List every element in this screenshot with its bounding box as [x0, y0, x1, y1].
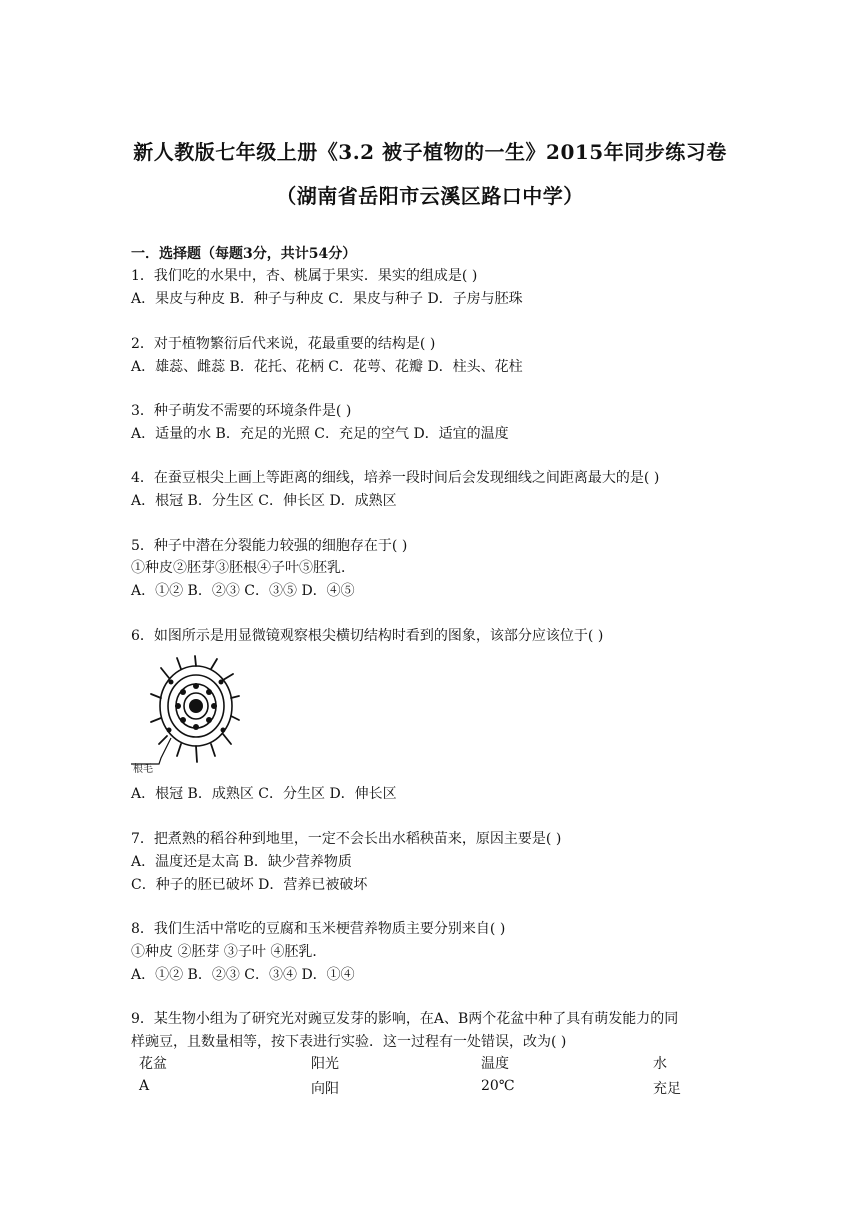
question-8-stem: 8．我们生活中常吃的豆腐和玉米梗营养物质主要分别来自( ): [131, 921, 506, 937]
question-4-options: A．根冠 B．分生区 C．伸长区 D．成熟区: [131, 493, 397, 509]
document-title: 新人教版七年级上册《3.2 被子植物的一生》2015年同步练习卷: [133, 140, 727, 164]
question-5-stem: 5．种子中潜在分裂能力较强的细胞存在于( ): [131, 538, 408, 554]
table-row: [131, 1078, 731, 1103]
question-9-stem-line2: 样豌豆，且数量相等，按下表进行实验．这一过程有一处错误，改为( ): [131, 1034, 567, 1050]
table-header-row: [131, 1053, 731, 1078]
table-header-cell: 阳光: [311, 1056, 339, 1072]
question-8-list: ①种皮 ②胚芽 ③子叶 ④胚乳．: [131, 944, 327, 960]
question-2-stem: 2．对于植物繁衍后代来说，花最重要的结构是( ): [131, 336, 436, 352]
question-1-options: A．果皮与种皮 B．种子与种皮 C．果皮与种子 D．子房与胚珠: [131, 291, 523, 307]
document-subtitle: （湖南省岳阳市云溪区路口中学）: [276, 184, 584, 208]
table-header-cell: 花盆: [139, 1056, 167, 1072]
question-9-stem-line1: 9．某生物小组为了研究光对豌豆发芽的影响，在A、B两个花盆中种了具有萌发能力的同: [131, 1011, 679, 1027]
question-7-options-cd: C．种子的胚已破坏 D．营养已被破坏: [131, 877, 368, 893]
question-3-stem: 3．种子萌发不需要的环境条件是( ): [131, 403, 352, 419]
table-header-cell: 温度: [481, 1056, 509, 1072]
section-heading: 一．选择题（每题3分，共计54分）: [131, 246, 357, 262]
question-4-stem: 4．在蚕豆根尖上画上等距离的细线，培养一段时间后会发现细线之间距离最大的是( ): [131, 470, 660, 486]
question-1-stem: 1．我们吃的水果中，杏、桃属于果实．果实的组成是( ): [131, 268, 478, 284]
table-cell: 向阳: [311, 1081, 339, 1097]
root-hair-label: 根毛: [133, 764, 153, 774]
table-header-cell: 水: [653, 1056, 667, 1072]
question-5-options: A．①② B．②③ C．③⑤ D．④⑤: [131, 583, 355, 599]
root-cross-section-figure: [131, 652, 241, 774]
question-2-options: A．雄蕊、雌蕊 B．花托、花柄 C．花萼、花瓣 D．柱头、花柱: [131, 359, 523, 375]
question-7-stem: 7．把煮熟的稻谷种到地里，一定不会长出水稻秧苗来，原因主要是( ): [131, 831, 562, 847]
question-8-options: A．①② B．②③ C．③④ D．①④: [131, 967, 355, 983]
question-3-options: A．适量的水 B．充足的光照 C．充足的空气 D．适宜的温度: [131, 426, 509, 442]
question-6-stem: 6．如图所示是用显微镜观察根尖横切结构时看到的图象，该部分应该位于( ): [131, 628, 604, 644]
experiment-table: [131, 1053, 731, 1103]
question-6-options: A．根冠 B．成熟区 C．分生区 D．伸长区: [131, 786, 397, 802]
table-cell: A: [139, 1078, 150, 1094]
table-cell: 20℃: [481, 1078, 515, 1094]
question-7-options-ab: A．温度还是太高 B．缺少营养物质: [131, 854, 352, 870]
table-cell: 充足: [653, 1081, 681, 1097]
question-5-list: ①种皮②胚芽③胚根④子叶⑤胚乳．: [131, 560, 355, 576]
